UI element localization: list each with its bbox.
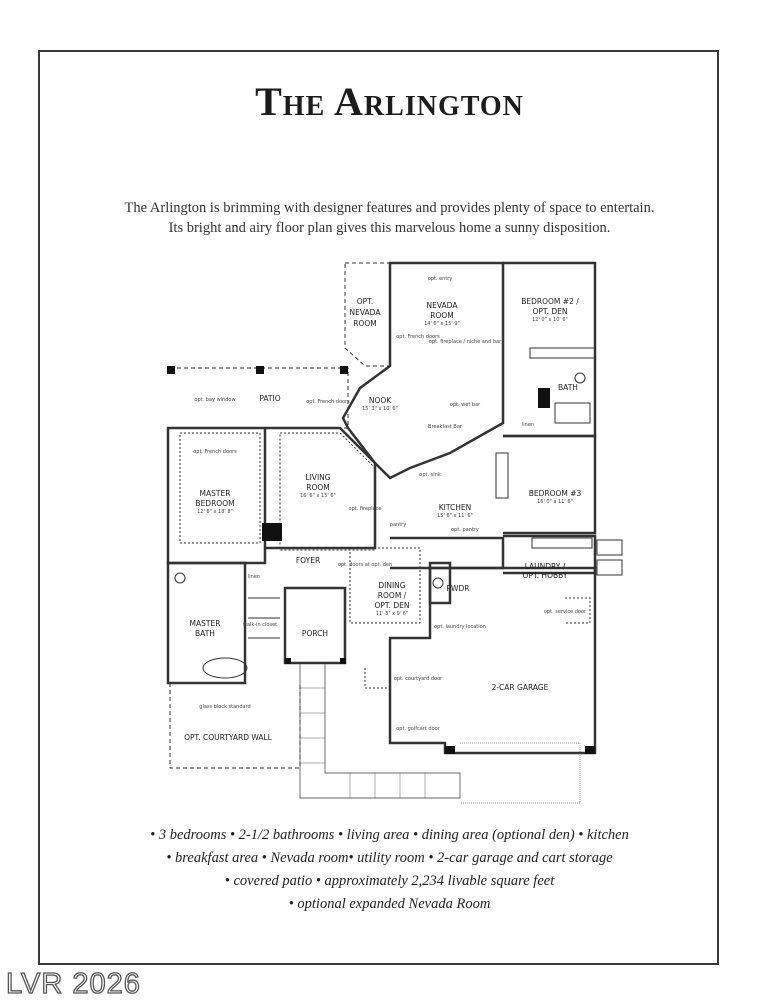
nevada-room-dim: 14' 6" x 15' 9" bbox=[424, 321, 460, 327]
intro-line-1: The Arlington is brimming with designer features and provides plenty of space to entertain. bbox=[124, 200, 655, 216]
note-linen-foyer: linen bbox=[247, 574, 261, 580]
note-laundry-location: opt. laundry location bbox=[434, 624, 486, 630]
nook-dim: 15' 3" x 10' 6" bbox=[362, 406, 398, 412]
dining-label-2: ROOM / bbox=[377, 591, 407, 600]
note-french-doors-nevada: opt. French doors bbox=[396, 334, 440, 340]
features-list bbox=[60, 824, 719, 916]
features-line-2: • breakfast area • Nevada room• utility room • 2-car garage and cart storage bbox=[166, 850, 613, 866]
closet-bedroom2 bbox=[530, 348, 595, 358]
bathtub bbox=[203, 658, 247, 678]
laundry-label-1: LAUNDRY / bbox=[524, 562, 566, 571]
note-golfcart-door: opt. golfcart door bbox=[396, 726, 440, 732]
master-bedroom-dim: 12' 6" x 18' 8" bbox=[197, 509, 233, 515]
laundry-label-2: OPT. HOBBY bbox=[522, 571, 568, 580]
note-linen: linen bbox=[521, 422, 535, 428]
intro-line-2: Its bright and airy floor plan gives this marvelous home a sunny disposition. bbox=[168, 220, 611, 236]
bedroom3-dim: 16' 0" x 11' 6" bbox=[537, 499, 573, 505]
kitchen-dim: 15' 6" x 11' 6" bbox=[437, 513, 473, 519]
dining-label-3: OPT. DEN bbox=[374, 601, 410, 610]
living-room-label-2: ROOM bbox=[306, 483, 330, 492]
note-french-doors-patio: opt. French doors bbox=[306, 399, 350, 405]
nook-label: NOOK bbox=[368, 396, 392, 405]
note-opt-entry: opt. entry bbox=[427, 276, 453, 282]
master-bath-label-1: MASTER bbox=[189, 619, 221, 628]
note-fireplace-niche: opt. fireplace / niche and bar bbox=[428, 339, 502, 345]
nevada-room-walls bbox=[343, 263, 503, 478]
kitchen-label: KITCHEN bbox=[438, 503, 472, 512]
note-opt-pantry: opt. pantry bbox=[451, 527, 479, 533]
intro-text bbox=[60, 198, 719, 238]
opt-nevada-room-label-2: NEVADA bbox=[349, 308, 381, 317]
bath-label: BATH bbox=[558, 383, 578, 392]
note-opt-doors: opt. doors at opt. den bbox=[337, 562, 393, 568]
garage-label: 2-CAR GARAGE bbox=[491, 683, 549, 692]
note-walk-in-closet: walk-in closet bbox=[242, 622, 278, 628]
note-fireplace-living: opt. fireplace bbox=[348, 506, 382, 512]
opt-nevada-room-label-1: OPT. bbox=[356, 297, 374, 306]
patio-label: PATIO bbox=[259, 394, 281, 403]
features-line-1: • 3 bedrooms • 2-1/2 bathrooms • living area • dining area (optional den) • kitchen bbox=[150, 827, 629, 843]
master-bedroom-label-2: BEDROOM bbox=[195, 499, 235, 508]
living-room-dim: 16' 6" x 15' 6" bbox=[300, 493, 336, 499]
porch-walls bbox=[285, 588, 345, 663]
page-title: The Arlington bbox=[255, 79, 524, 124]
listing-watermark: LVR 2026 bbox=[6, 968, 141, 1000]
courtyard-wall-outline bbox=[170, 683, 300, 768]
opt-nevada-room-label-3: ROOM bbox=[353, 319, 377, 328]
dining-dim: 11' 3" x 9' 6" bbox=[375, 611, 409, 617]
bedroom2-label-2: OPT. DEN bbox=[532, 307, 568, 316]
master-bath-label-2: BATH bbox=[195, 629, 215, 638]
floor-plan bbox=[160, 258, 630, 808]
dining-label-1: DINING bbox=[378, 581, 406, 590]
foyer-label: FOYER bbox=[295, 556, 321, 565]
tub bbox=[555, 403, 590, 423]
features-line-4: • optional expanded Nevada Room bbox=[288, 896, 491, 912]
bedroom3-label: BEDROOM #3 bbox=[528, 489, 582, 498]
features-line-3: • covered patio • approximately 2,234 livable square feet bbox=[224, 873, 555, 889]
note-opt-sink: opt. sink bbox=[419, 472, 441, 478]
bedroom2-dim: 12' 0" x 10' 6" bbox=[532, 317, 568, 323]
master-bedroom-label-1: MASTER bbox=[199, 489, 231, 498]
bedroom2-label-1: BEDROOM #2 / bbox=[521, 297, 579, 306]
living-room-label-1: LIVING bbox=[305, 473, 331, 482]
nevada-room-label: NEVADA bbox=[426, 301, 458, 310]
note-wet-bar: opt. wet bar bbox=[449, 402, 481, 408]
note-bay-window: opt. bay window bbox=[194, 397, 236, 403]
courtyard-wall-label: OPT. COURTYARD WALL bbox=[184, 733, 272, 742]
nevada-room-label-2: ROOM bbox=[430, 311, 454, 320]
note-glass-block: glass block standard bbox=[199, 704, 251, 710]
note-courtyard-door: opt. courtyard door bbox=[393, 676, 443, 682]
pwdr-label: PWDR bbox=[446, 584, 470, 593]
porch-label: PORCH bbox=[301, 629, 329, 638]
note-service-door: opt. service door bbox=[543, 609, 587, 615]
note-french-doors-master: opt. French doors bbox=[193, 449, 237, 455]
note-breakfast-bar: Breakfast Bar bbox=[428, 424, 462, 430]
note-pantry: pantry bbox=[389, 522, 407, 528]
